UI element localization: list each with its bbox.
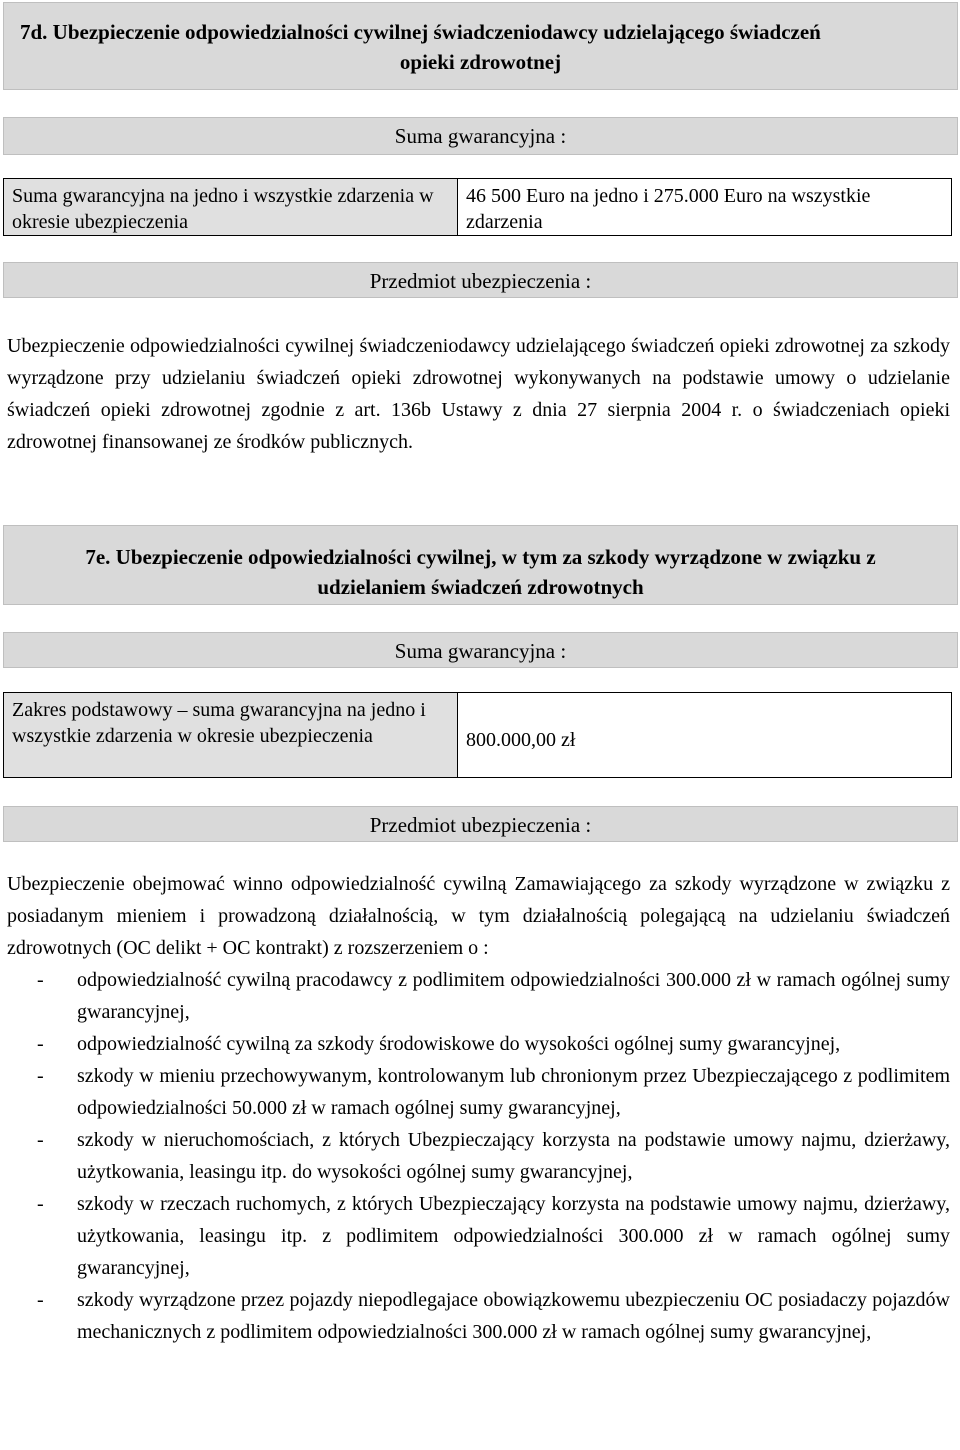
list-dash: - [37,1033,44,1055]
list-item [7,1028,950,1060]
list-item [7,1124,950,1188]
section-7e-title: 7e. Ubezpieczenie odpowiedzialności cywilnej, w tym za szkody wyrządzone w związku z [85,545,876,569]
list-item-text: szkody w nieruchomościach, z których Ubezpieczający korzysta na podstawie umowy najmu, dzierżawy, użytkowania, leasingu itp. do wysokości ogólnej sumy gwarancyjnej, [77,1129,950,1183]
section-7e-sum-header [3,632,958,668]
section-7d-title-line2: opieki zdrowotnej [399,50,562,74]
list-dash: - [37,969,44,991]
list-item-text: szkody w rzeczach ruchomych, z których Ubezpieczający korzysta na podstawie umowy najmu, dzierżawy, użytkowania, leasingu itp. z podlimitem odpowiedzialności 300.000 zł w ramach ogólnej sumy gwarancyjnej, [77,1193,950,1279]
section-7e-sum-table [3,692,952,778]
sum-label-cell: Zakres podstawowy – suma gwarancyjna na jedno i wszystkie zdarzenia w okresie ubezpieczenia [4,693,458,777]
subject-header-label: Przedmiot ubezpieczenia : [369,269,592,293]
section-7d-sum-header [3,117,958,155]
section-7e-subject-intro: Ubezpieczenie obejmować winno odpowiedzialność cywilną Zamawiającego za szkody wyrządzone w związku z posiadanym mieniem i prowadzoną działalnością, w tym działalnością polegającą na udzielaniu świadczeń zdrowotnych (OC delikt + OC kontrakt) z rozszerzeniem o : [7,873,950,959]
list-item [7,1284,950,1348]
sum-header-label: Suma gwarancyjna : [394,124,567,148]
section-7d-title-bar [3,2,958,90]
list-dash: - [37,1065,44,1087]
section-7e-title-line2: udzielaniem świadczeń zdrowotnych [317,575,644,599]
list-item-text: szkody w mieniu przechowywanym, kontrolowanym lub chronionym przez Ubezpieczającego z podlimitem odpowiedzialności 50.000 zł w ramach ogólnej sumy gwarancyjnej, [77,1065,950,1119]
section-7e-subject-header [3,806,958,842]
list-item-text: odpowiedzialność cywilną za szkody środowiskowe do wysokości ogólnej sumy gwarancyjnej, [77,1033,841,1055]
list-item-text: odpowiedzialność cywilną pracodawcy z podlimitem odpowiedzialności 300.000 zł w ramach ogólnej sumy gwarancyjnej, [77,969,950,1023]
sum-label-cell: Suma gwarancyjna na jedno i wszystkie zdarzenia w okresie ubezpieczenia [4,179,458,235]
section-7d-title: 7d. Ubezpieczenie odpowiedzialności cywilnej świadczeniodawcy udzielającego świadczeń [20,20,821,44]
list-dash: - [37,1289,44,1311]
sum-value-cell: 800.000,00 zł [466,729,576,751]
sum-value-cell: 46 500 Euro na jedno i 275.000 Euro na wszystkie zdarzenia [466,185,871,233]
list-item [7,964,950,1028]
section-7d-subject-header [3,262,958,298]
list-dash: - [37,1129,44,1151]
section-7e-title-bar [3,525,958,605]
subject-header-label: Przedmiot ubezpieczenia : [369,813,592,837]
list-dash: - [37,1193,44,1215]
section-7d-sum-table [3,178,952,236]
list-item-text: szkody wyrządzone przez pojazdy niepodlegajace obowiązkowemu ubezpieczeniu OC posiadaczy pojazdów mechanicznych z podlimitem odpowiedzialności 300.000 zł w ramach ogólnej sumy gwarancyjnej, [77,1289,950,1343]
sum-header-label: Suma gwarancyjna : [394,639,567,663]
list-item [7,1188,950,1284]
section-7d-subject-text: Ubezpieczenie odpowiedzialności cywilnej świadczeniodawcy udzielającego świadczeń opieki zdrowotnej za szkody wyrządzone przy udzielaniu świadczeń opieki zdrowotnej wykonywanych na podstawie umowy o udzielanie świadczeń opieki zdrowotnej zgodnie z art. 136b Ustawy z dnia 27 sierpnia 2004 r. o świadczeniach opieki zdrowotnej finansowanej ze środków publicznych. [7,335,950,453]
list-item [7,1060,950,1124]
extensions-list [7,964,950,1348]
